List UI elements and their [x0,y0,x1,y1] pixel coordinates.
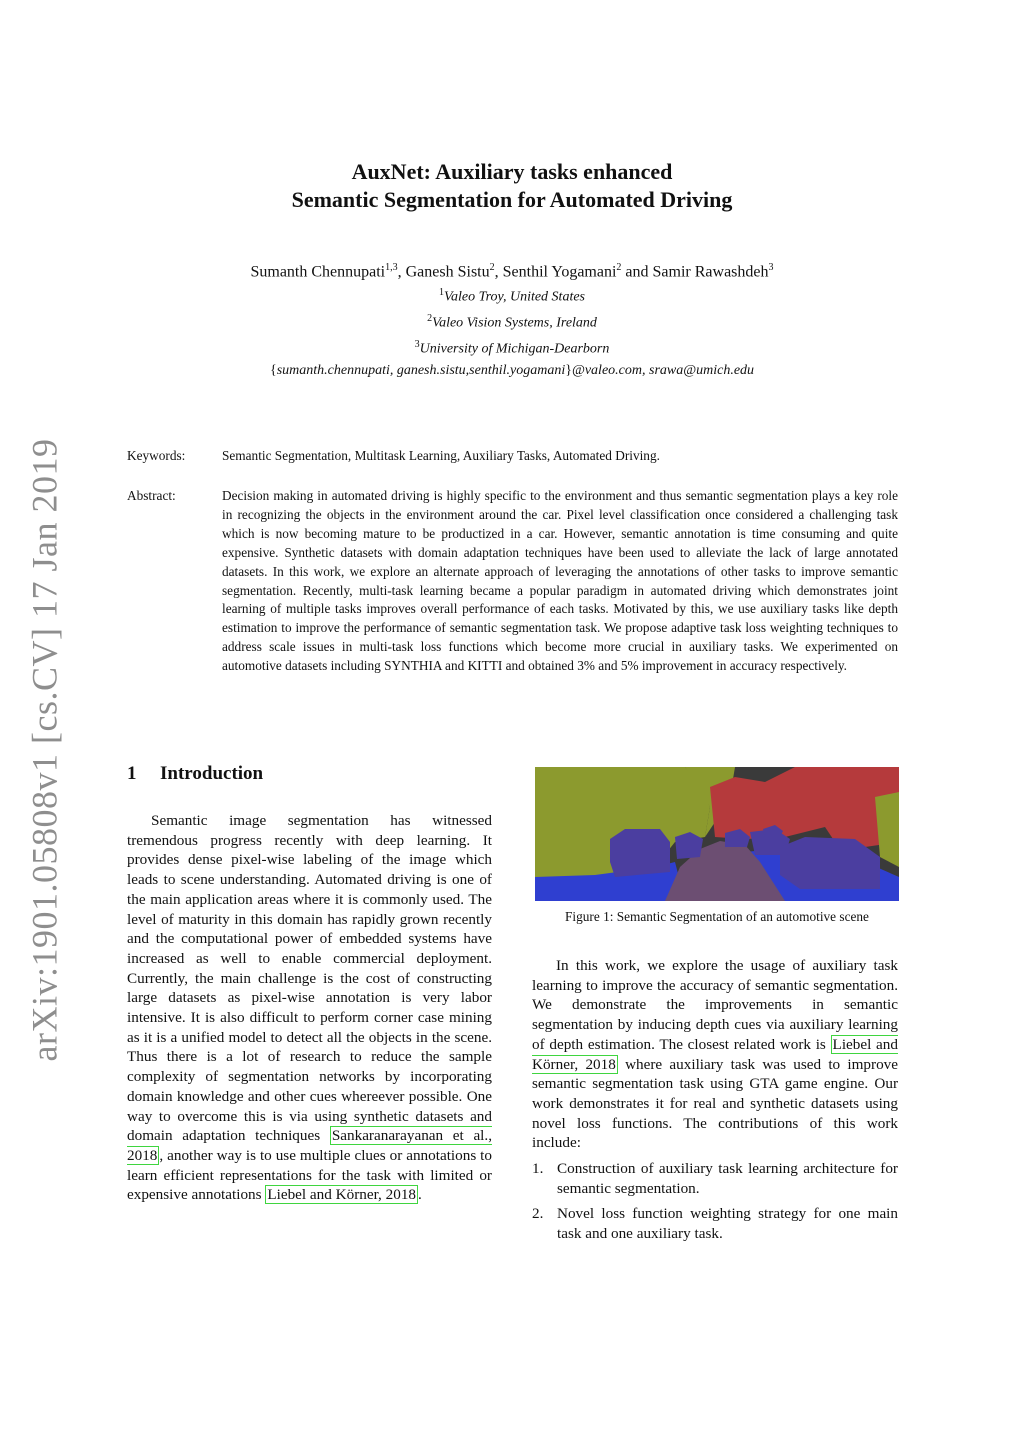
intro-paragraph [127,811,492,1205]
author-separator: , [494,263,503,281]
paragraph-text: . [418,1186,422,1204]
paragraph-text: In this work, we explore the usage of auxiliary task learning to improve the accuracy of semantic segmentation. We demonstrate the improvements in semantic segmentation by inducing depth cues via auxiliary learning of depth estimation. The closest related work is [532,957,898,1053]
affiliation-sup: 1 [438,287,444,298]
author-separator: and [621,263,653,281]
author-list [150,257,874,283]
section-number: 1 [127,763,137,784]
author-emails [150,360,874,382]
author-name: Ganesh Sistu [405,263,490,281]
affiliation [150,308,874,334]
email-brace-close: } [565,363,572,379]
email-group: sumanth.chennupati, ganesh.sistu,senthil.yogamani [276,363,566,379]
section-title: Introduction [160,763,264,784]
author-name: Senthil Yogamani [502,263,617,281]
intro-paragraph [532,956,898,1153]
intro-column-right [532,956,898,1250]
section-heading [127,763,263,785]
arxiv-sidebar [10,438,78,1062]
affiliation [150,282,874,308]
email-brace-open: { [269,363,277,379]
affiliation-sup: 3 [414,339,420,351]
figure-caption: Figure 1: Semantic Segmentation of an automotive scene [565,909,869,924]
car-left [610,829,670,877]
author-affil-sup: 2 [616,262,622,273]
contribution-item [532,1159,898,1198]
contribution-item [532,1204,898,1243]
paper-title [150,158,874,214]
abstract-label: Abstract: [127,488,176,503]
author-name: Sumanth Chennupati [250,263,386,281]
affiliation-name: Valeo Vision Systems, Ireland [432,315,597,331]
contribution-text: Construction of auxiliary task learning architecture for semantic segmentation. [557,1160,898,1197]
keywords-text: Semantic Segmentation, Multitask Learning, Auxiliary Tasks, Automated Driving. [222,448,660,463]
title-line-1: AuxNet: Auxiliary tasks enhanced [351,159,673,184]
contribution-number: 2. [532,1205,544,1223]
affiliation-sup: 2 [427,313,433,325]
author-affil-sup: 2 [489,262,495,273]
arxiv-id: arXiv:1901.05808v1 [cs.CV] 17 Jan 2019 [24,438,64,1062]
author-affil-sup: 3 [768,262,774,273]
author-affil-sup: 1,3 [385,262,398,273]
contributions-list [532,1159,898,1244]
citation-link[interactable]: Liebel and Körner, 2018 [532,1035,898,1073]
abstract-text: Decision making in automated driving is highly specific to the environment and thus semantic segmentation plays a key role in recognizing the objects in the environment around the car. Pixel level classification once considered a challenging task which is now becoming mature to be productized in a car. However, semantic annotation is time consuming and quite expensive. Synthetic datasets with domain adaptation techniques have been used to alleviate the lack of large annotated datasets. In this work, we explore an alternate approach of leveraging the annotations of other tasks to improve semantic segmentation. Recently, multi-task learning became a popular paradigm in automated driving which demonstrates joint learning of multiple tasks improves overall performance of each tasks. Motivated by this, we use auxiliary tasks like depth estimation to improve the performance of semantic segmentation task. We propose adaptive task loss weighting techniques to address scale issues in multi-task loss functions which become more crucial in auxiliary tasks. We experimented on automotive datasets including SYNTHIA and KITTI and obtained 3% and 5% improvement in accuracy respectively. [222,488,898,674]
contribution-number: 1. [532,1160,544,1178]
segmentation-figure [535,767,899,901]
keywords-label: Keywords: [127,448,186,463]
paragraph-text: where auxiliary task was used to improve semantic segmentation task using GTA game engine. Our work demonstrates it for real and synthetic datasets using novel loss functions. The contributions of this work include: [532,1055,898,1152]
affiliation-name: Valeo Troy, United States [443,289,586,305]
author-name: Samir Rawashdeh [652,263,769,281]
segmentation-image [535,767,899,901]
paragraph-text: , another way is to use multiple clues or annotations to learn efficient representations for the task with limited or expensive annotations [127,1146,492,1204]
affiliation-name: University of Michigan-Dearborn [419,341,610,357]
intro-column-left [127,811,492,1205]
affiliations [150,282,874,382]
contribution-text: Novel loss function weighting strategy for one main task and one auxiliary task. [557,1205,898,1243]
citation-link[interactable]: Sankaranarayanan et al., 2018 [127,1127,493,1164]
email-domains: @valeo.com, srawa@umich.edu [571,363,755,379]
affiliation [150,334,874,360]
title-line-2: Semantic Segmentation for Automated Driving [291,187,733,212]
paragraph-text: Semantic image segmentation has witnessed tremendous progress recently with deep learning. It provides dense pixel-wise labeling of the image which leads to scene understanding. Automated driving is one of the main application areas where it is commonly used. The level of maturity in this domain has rapidly grown recently and the computational power of embedded systems have increased as well to enable commercial deployment. Currently, the main challenge is the cost of constructing large datasets as pixel-wise annotation is very labor intensive. It is also difficult to perform corner case mining as it is a unified model to detect all the objects in the scene. Thus there is a lot of research to reduce the sample complexity of segmentation networks by incorporating domain knowledge and other cues whereever possible. One way to overcome this is via using synthetic datasets and domain adaptation techniques [127,812,492,1145]
citation-link[interactable]: Liebel and Körner, 2018 [267,1186,417,1204]
author-separator: , [397,263,406,281]
